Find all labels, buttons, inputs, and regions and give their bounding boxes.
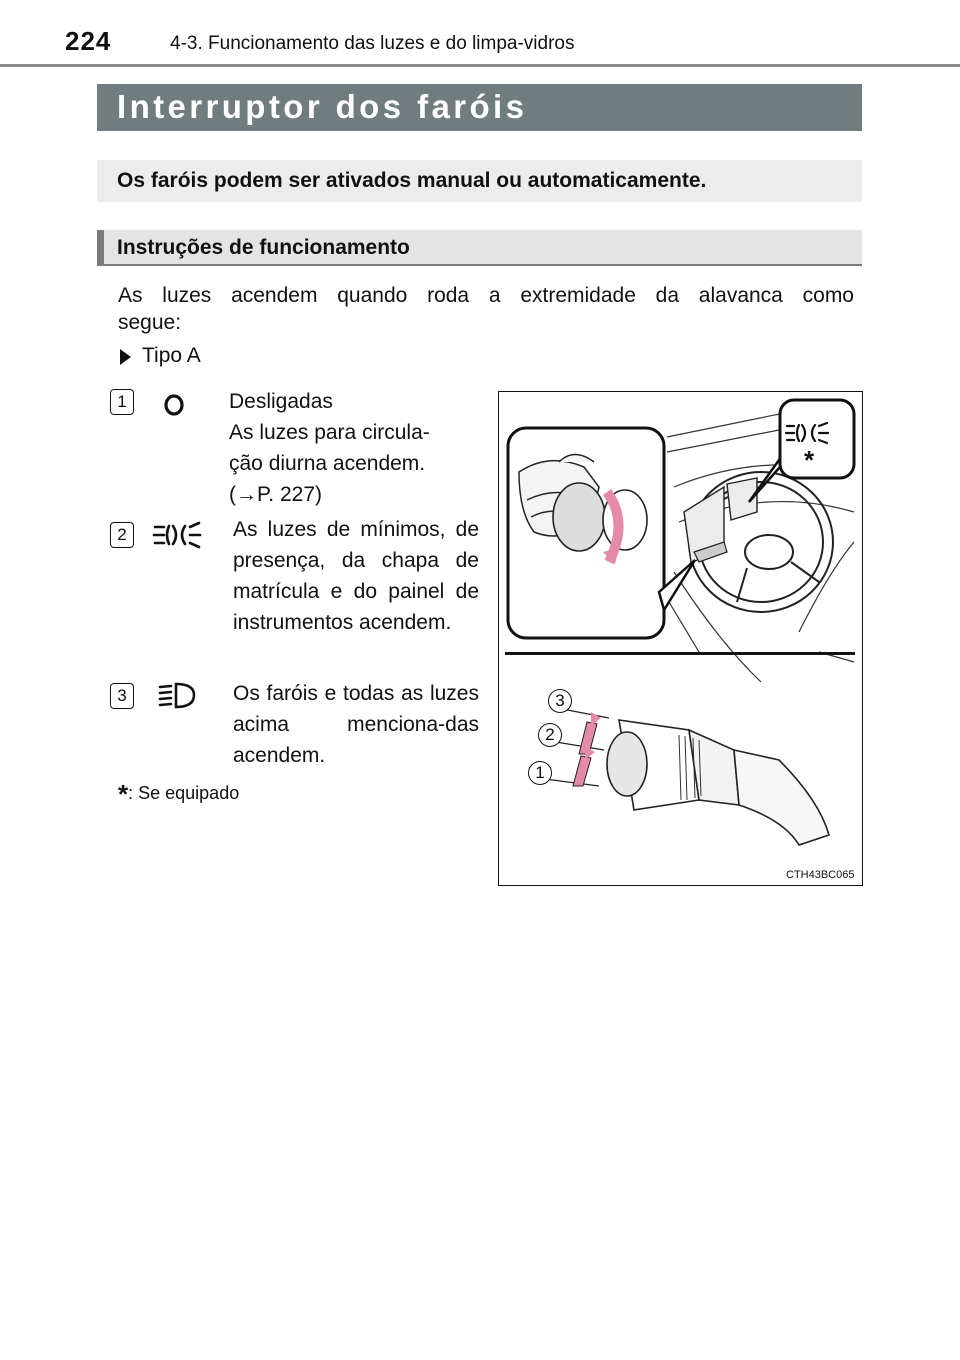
intro-line-1: As luzes acendem quando roda a extremidade da alavanca como bbox=[118, 284, 854, 307]
item-1-line-3: ção diurna acendem. bbox=[229, 452, 426, 475]
type-label: Tipo A bbox=[142, 344, 201, 367]
subheading-rule bbox=[97, 264, 862, 266]
item-1-reference bbox=[229, 479, 322, 510]
page-reference: P. 227) bbox=[257, 483, 322, 506]
item-number-1: 1 bbox=[110, 389, 134, 415]
figure-callout-2: 2 bbox=[538, 723, 562, 747]
section-title: Interruptor dos faróis bbox=[117, 88, 528, 125]
footnote bbox=[118, 779, 239, 810]
off-ring-icon bbox=[160, 392, 190, 418]
page-number: 224 bbox=[65, 26, 112, 56]
item-3-text: Os faróis e todas as luzes acima menciona-das acendem. bbox=[233, 682, 479, 767]
item-1-line-2: As luzes para circula- bbox=[229, 421, 430, 444]
figure-divider bbox=[505, 652, 855, 655]
intro-line-2: segue: bbox=[118, 311, 182, 334]
summary-text: Os faróis podem ser ativados manual ou automaticamente. bbox=[117, 169, 707, 192]
subheading-bar bbox=[97, 230, 104, 266]
chapter-title: 4-3. Funcionamento das luzes e do limpa-vidros bbox=[170, 33, 575, 54]
figure-caption: CTH43BC065 bbox=[786, 869, 855, 881]
arrow-right-icon: → bbox=[236, 483, 257, 506]
item-number-2: 2 bbox=[110, 522, 134, 548]
figure-callout-1: 1 bbox=[528, 761, 552, 785]
subheading-title: Instruções de funcionamento bbox=[117, 236, 410, 259]
header-rule bbox=[0, 64, 960, 67]
figure-callout-3: 3 bbox=[548, 689, 572, 713]
parking-lights-icon bbox=[152, 521, 202, 549]
item-2-text: As luzes de mínimos, de presença, da chapa de matrícula e do painel de instrumentos acendem. bbox=[233, 518, 479, 634]
headlight-icon bbox=[156, 681, 200, 711]
item-number-3: 3 bbox=[110, 683, 134, 709]
footnote-text: : Se equipado bbox=[128, 783, 240, 803]
triangle-bullet-icon bbox=[120, 349, 131, 365]
footnote-star: * bbox=[118, 779, 129, 809]
ref-open-paren: ( bbox=[229, 483, 236, 506]
figure-asterisk: * bbox=[804, 445, 815, 475]
item-1-line-1: Desligadas bbox=[229, 390, 333, 413]
